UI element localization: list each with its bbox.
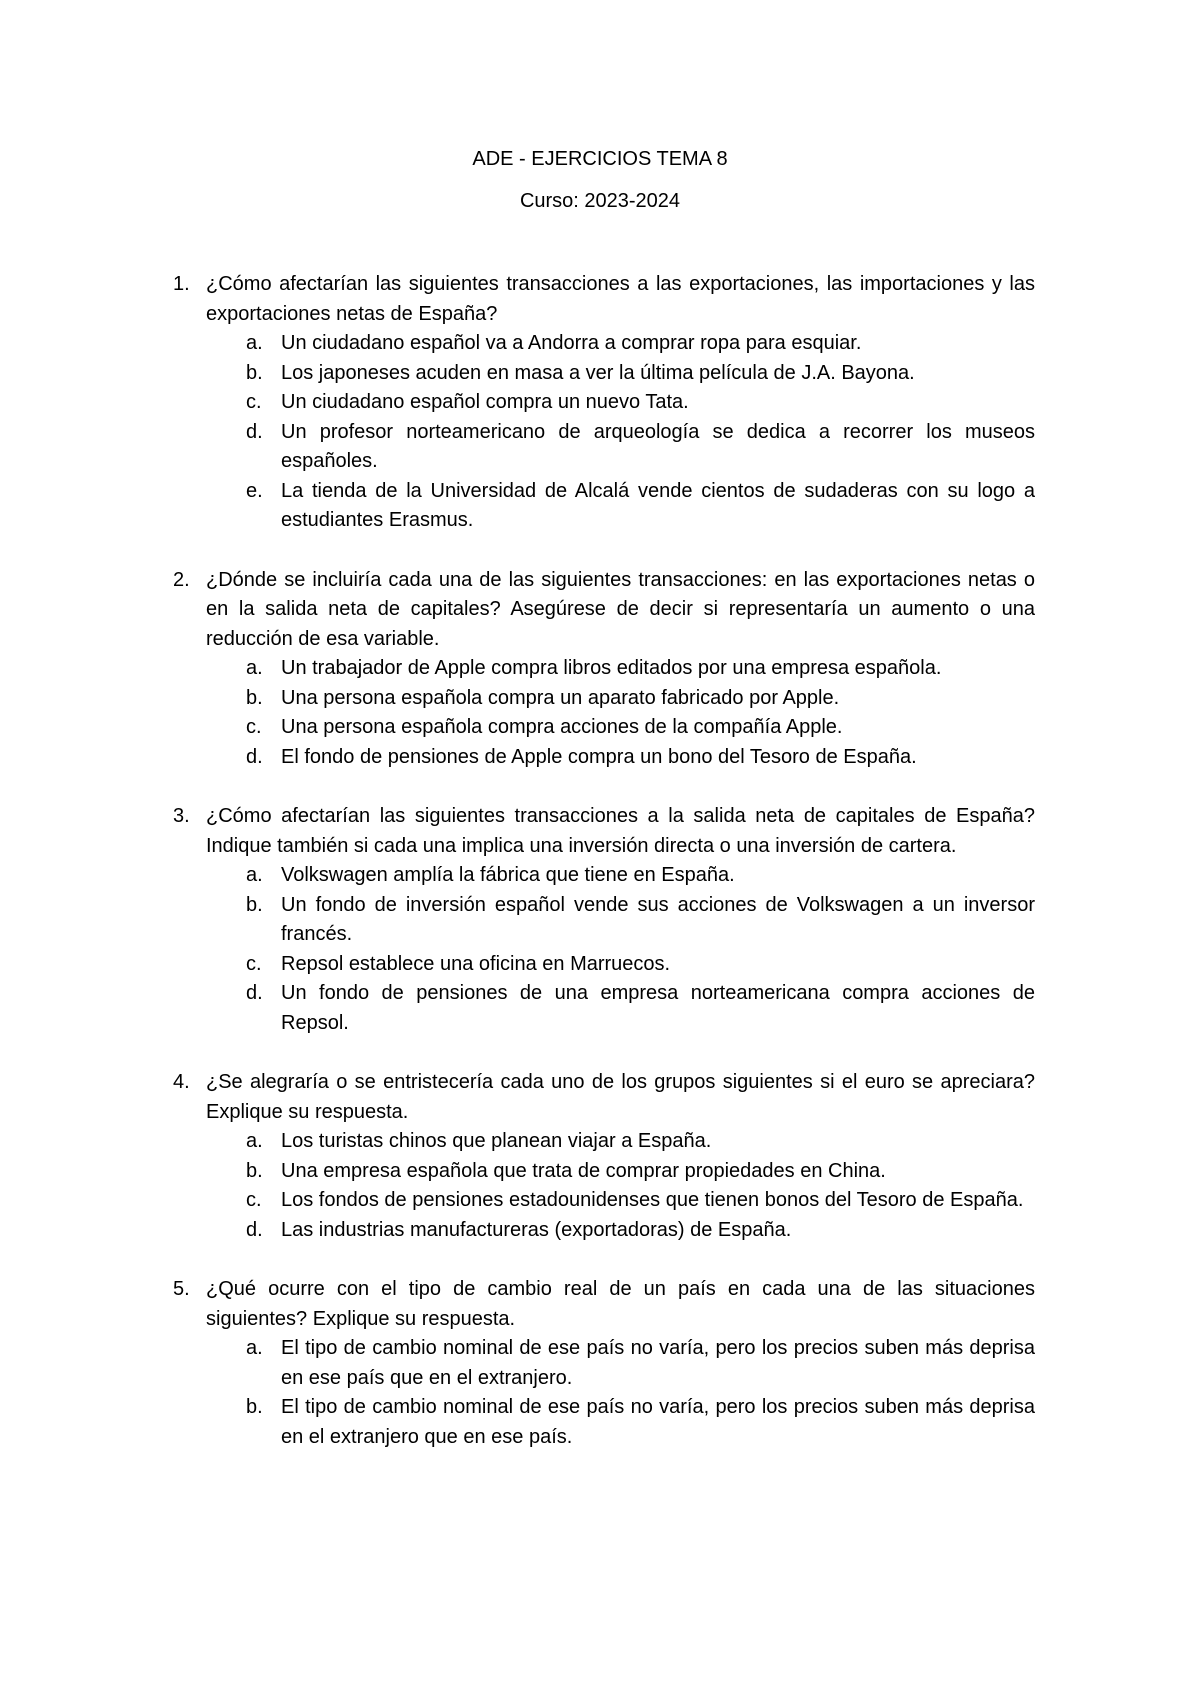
- item-letter: a.: [246, 864, 263, 886]
- list-item: [206, 1186, 1035, 1216]
- question-items: [206, 861, 1035, 1038]
- item-letter: c.: [246, 716, 262, 738]
- list-item: [206, 477, 1035, 536]
- list-item: [206, 950, 1035, 980]
- item-letter: a.: [246, 1337, 263, 1359]
- question-text: ¿Se alegraría o se entristecería cada uno de los grupos siguientes si el euro se apreciara? Explique su respuesta.: [206, 1071, 1035, 1123]
- list-item: [206, 713, 1035, 743]
- item-text: Una persona española compra un aparato fabricado por Apple.: [281, 686, 840, 709]
- question-items: [206, 654, 1035, 772]
- item-text: Un ciudadano español va a Andorra a comprar ropa para esquiar.: [281, 332, 862, 354]
- list-item: [206, 684, 1035, 714]
- question-2: [0, 566, 1035, 773]
- question-number: 2.: [173, 568, 190, 591]
- list-item: [206, 654, 1035, 684]
- item-text: Un fondo de pensiones de una empresa norteamericana compra acciones de Repsol.: [281, 982, 1035, 1034]
- item-letter: d.: [246, 745, 263, 768]
- list-item: [206, 418, 1035, 477]
- item-letter: d.: [246, 420, 263, 443]
- document-title: ADE - EJERCICIOS TEMA 8: [472, 148, 728, 170]
- item-text: El tipo de cambio nominal de ese país no varía, pero los precios suben más deprisa en ese país que en el extranjero.: [281, 1337, 1035, 1389]
- item-letter: b.: [246, 1396, 263, 1418]
- question-1: [0, 270, 1035, 536]
- item-text: Los fondos de pensiones estadounidenses que tienen bonos del Tesoro de España.: [281, 1189, 1024, 1211]
- list-item: [206, 1216, 1035, 1246]
- list-item: [206, 1157, 1035, 1187]
- question-4: [0, 1068, 1035, 1245]
- question-text: ¿Qué ocurre con el tipo de cambio real de un país en cada una de las situaciones siguientes? Explique su respuesta.: [206, 1278, 1035, 1330]
- question-number: 3.: [173, 805, 190, 827]
- question-5: [0, 1275, 1035, 1452]
- question-items: [206, 1334, 1035, 1452]
- question-number: 5.: [173, 1278, 190, 1300]
- item-text: Una empresa española que trata de comprar propiedades en China.: [281, 1159, 886, 1182]
- item-text: El tipo de cambio nominal de ese país no varía, pero los precios suben más deprisa en el extranjero que en ese país.: [281, 1396, 1035, 1448]
- item-letter: c.: [246, 1189, 262, 1211]
- item-letter: c.: [246, 952, 262, 975]
- item-letter: b.: [246, 686, 263, 709]
- list-item: [206, 891, 1035, 950]
- item-text: Un profesor norteamericano de arqueología se dedica a recorrer los museos españoles.: [281, 420, 1035, 472]
- item-letter: e.: [246, 479, 263, 502]
- list-item: [206, 329, 1035, 359]
- question-number: 4.: [173, 1071, 190, 1093]
- list-item: [206, 359, 1035, 389]
- item-text: Una persona española compra acciones de la compañía Apple.: [281, 716, 843, 738]
- question-3: [0, 802, 1035, 1038]
- list-item: [206, 388, 1035, 418]
- item-letter: a.: [246, 332, 263, 354]
- item-text: Los japoneses acuden en masa a ver la última película de J.A. Bayona.: [281, 361, 915, 384]
- question-list: [0, 270, 1200, 1482]
- item-text: Un fondo de inversión español vende sus acciones de Volkswagen a un inversor francés.: [281, 893, 1035, 945]
- item-text: Volkswagen amplía la fábrica que tiene en España.: [281, 864, 735, 886]
- list-item: [206, 861, 1035, 891]
- list-item: [206, 1393, 1035, 1452]
- item-text: Repsol establece una oficina en Marruecos.: [281, 952, 671, 975]
- list-item: [206, 1127, 1035, 1157]
- item-letter: d.: [246, 982, 263, 1004]
- question-text: ¿Cómo afectarían las siguientes transacciones a la salida neta de capitales de España? Indique también si cada una implica una inversión directa o una inversión de cartera.: [206, 805, 1035, 857]
- item-text: El fondo de pensiones de Apple compra un bono del Tesoro de España.: [281, 745, 917, 768]
- item-text: Los turistas chinos que planean viajar a España.: [281, 1130, 712, 1152]
- item-text: Un trabajador de Apple compra libros editados por una empresa española.: [281, 657, 942, 679]
- question-items: [206, 1127, 1035, 1245]
- list-item: [206, 1334, 1035, 1393]
- item-text: Las industrias manufactureras (exportadoras) de España.: [281, 1218, 792, 1241]
- item-letter: a.: [246, 1130, 263, 1152]
- item-letter: b.: [246, 1159, 263, 1182]
- item-letter: d.: [246, 1218, 263, 1241]
- list-item: [206, 979, 1035, 1038]
- question-items: [206, 329, 1035, 536]
- item-letter: a.: [246, 657, 263, 679]
- item-letter: b.: [246, 361, 263, 384]
- list-item: [206, 743, 1035, 773]
- question-text: ¿Cómo afectarían las siguientes transacciones a las exportaciones, las importaciones y las exportaciones netas de España?: [206, 273, 1035, 325]
- item-text: Un ciudadano español compra un nuevo Tata.: [281, 391, 689, 413]
- course-year: Curso: 2023-2024: [519, 190, 681, 212]
- question-text: ¿Dónde se incluiría cada una de las siguientes transacciones: en las exportaciones netas o en la salida neta de capitales? Asegúrese de decir si representaría un aumento o una reducción de esa variable.: [206, 568, 1035, 650]
- item-letter: b.: [246, 893, 263, 916]
- item-letter: c.: [246, 391, 262, 413]
- item-text: La tienda de la Universidad de Alcalá vende cientos de sudaderas con su logo a estudiantes Erasmus.: [281, 479, 1035, 531]
- question-number: 1.: [173, 273, 190, 295]
